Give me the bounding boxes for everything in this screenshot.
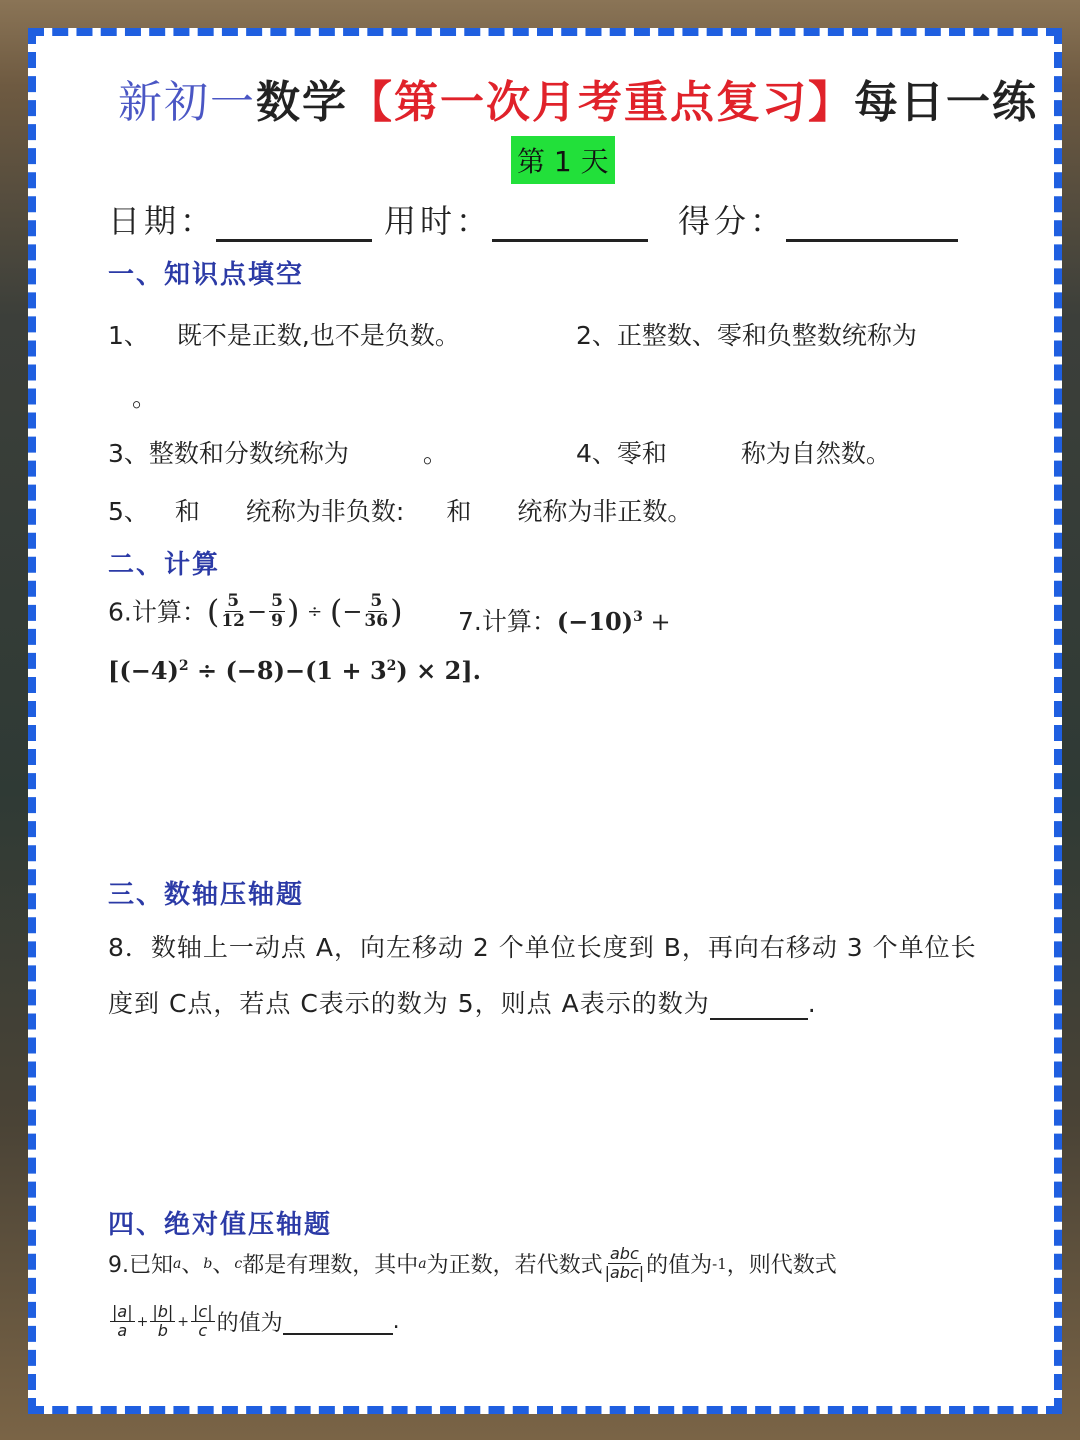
date-blank[interactable] (216, 239, 372, 242)
q6-fraction-2: $\frac{5}{9}$ (271, 590, 283, 631)
question-3: 3、整数和分数统称为 。 (108, 439, 448, 468)
title-part-grade: 新初一 (118, 77, 256, 128)
question-7: 7.计算：$(-10)^3$ + (458, 607, 671, 636)
question-2: 2、正整数、零和负整数统称为 (576, 321, 917, 350)
q9-fraction-abc: $\frac{\text{abc}}{\text{|abc|}}$ (604, 1244, 645, 1282)
section-4-heading: 四、绝对值压轴题 (108, 1210, 333, 1240)
time-blank[interactable] (492, 239, 648, 242)
question-4: 4、零和 称为自然数。 (576, 439, 891, 468)
section-2-heading: 二、计算 (108, 550, 221, 580)
question-1: 1、 既不是正数,也不是负数。 (108, 321, 460, 350)
question-6: 6.计算：( $\frac{5}{12}$ − $\frac{5}{9}$ ) ÷ (− $\frac{5}{36}$ ) (108, 590, 403, 631)
q8-answer-blank[interactable] (710, 989, 808, 1020)
day-badge: 第 1 天 (511, 136, 615, 184)
title-part-subject: 数学 (256, 77, 348, 128)
question-8-line2: 度到 C点，若点 C表示的数为 5，则点 A表示的数为 . (108, 989, 817, 1018)
section-1-heading: 一、知识点填空 (108, 260, 305, 290)
question-5: 5、 和 统称为非负数: 和 统称为非正数。 (108, 497, 693, 526)
q6-fraction-1: $\frac{5}{12}$ (221, 590, 246, 631)
date-label: 日期： (108, 202, 217, 240)
score-field[interactable] (678, 196, 958, 242)
page-title (118, 66, 1038, 130)
title-part-daily: 每日一练 (854, 77, 1038, 128)
date-field[interactable] (108, 196, 372, 242)
time-field[interactable] (384, 196, 648, 242)
title-part-topic: 【第一次月考重点复习】 (348, 77, 854, 128)
q7-expression-line1: $(-10)^3$ + (556, 607, 671, 636)
q9-answer-blank[interactable] (283, 1308, 393, 1335)
question-8-line1: 8．数轴上一动点 A，向左移动 2 个单位长度到 B，再向右移动 3 个单位长 (108, 933, 977, 962)
time-label: 用时： (384, 202, 493, 240)
question-9-line1: 9.已知 a 、 b 、 c 都是有理数，其中 a 为正数，若代数式 $\frac{\text{abc}}{\text{|abc|}}$ 的值为 -1 ，则代数式 (108, 1244, 837, 1282)
q9-fraction-c: $\frac{|c|}{c}$ (193, 1302, 213, 1340)
question-2-end: 。 (132, 383, 158, 412)
q6-fraction-3: $\frac{5}{36}$ (364, 590, 389, 631)
q6-expression: ( $\frac{5}{12}$ − $\frac{5}{9}$ ) ÷ (− $\frac{5}{36}$ ) (206, 590, 403, 631)
question-9-line2: $\frac{|a|}{a}$ + $\frac{|b|}{b}$ + $\frac{|c|}{c}$ 的值为 . (112, 1302, 400, 1340)
q7-expression-line2: $[(-4)^2 \div (-8)-(1 + 3^2) \times 2]$. (108, 656, 481, 685)
q9-fraction-b: $\frac{|b|}{b}$ (152, 1302, 174, 1340)
worksheet (28, 28, 1062, 1414)
score-label: 得分： (678, 202, 787, 240)
section-3-heading: 三、数轴压轴题 (108, 880, 305, 910)
score-blank[interactable] (786, 239, 958, 242)
q9-fraction-a: $\frac{|a|}{a}$ (112, 1302, 133, 1340)
